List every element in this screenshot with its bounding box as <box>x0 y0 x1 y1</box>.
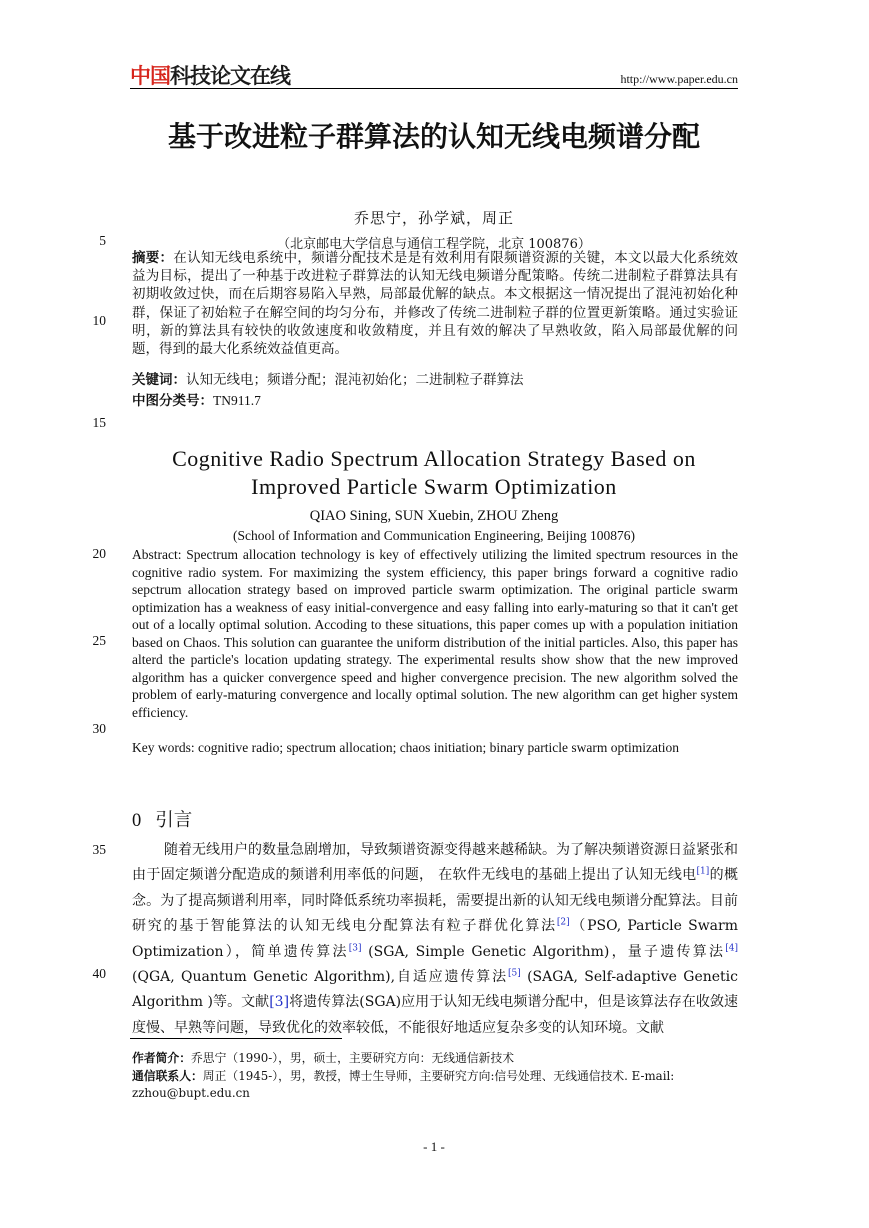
authors-cn: 乔思宁，孙学斌，周正 <box>353 209 514 227</box>
header-url[interactable]: http://www.paper.edu.cn <box>620 72 738 86</box>
keywords-cn <box>132 371 738 389</box>
line-number: 10 <box>92 313 106 328</box>
line-number: 30 <box>92 721 106 736</box>
title-en: Cognitive Radio Spectrum Allocation Strategy Based on Improved Particle Swarm Optimization <box>172 446 696 499</box>
footnote-author <box>132 1050 738 1067</box>
citation-link[interactable]: [3] <box>348 942 362 953</box>
intro-text: 随着无线用户的数量急剧增加，导致频谱资源变得越来越稀缺。为了解决频谱资源日益紧张和由于固定频谱分配造成的频谱利用率低的问题， 在软件无线电的基础上提出了认知无线电 <box>132 842 738 884</box>
authors-en: QIAO Sining, SUN Xuebin, ZHOU Zheng <box>309 508 559 524</box>
abstract-cn-label: 摘要： <box>132 250 174 266</box>
line-number: 20 <box>92 546 106 561</box>
citation-link[interactable]: [3] <box>269 994 290 1011</box>
abstract-en <box>132 546 738 721</box>
classification-cn-text: TN911.7 <box>213 393 261 408</box>
keywords-cn-text: 认知无线电；频谱分配；混沌初始化；二进制粒子群算法 <box>186 372 524 388</box>
footnote-contact <box>132 1068 738 1102</box>
intro-text: 将遗传算法(SGA)应用于认知无线电频谱分配中，但是该算法存在收敛速度慢、早熟等问题，导致优化的效率较低，不能很好地适应复杂多变的认知环境。文献 <box>132 994 739 1036</box>
footnote-contact-text: 周正（1945-），男，教授，博士生导师，主要研究方向:信号处理、无线通信技术. E-mail: zzhou@bupt.edu.cn <box>132 1069 675 1100</box>
intro-text: (SAGA, Self-adaptive Genetic Algorithm )等。文献 <box>132 969 738 1011</box>
abstract-en-label: Abstract: <box>132 547 182 562</box>
header-rule <box>130 88 738 89</box>
classification-cn-label: 中图分类号： <box>132 393 213 409</box>
footnote-author-label: 作者简介： <box>132 1051 191 1065</box>
citation-link[interactable]: [1] <box>696 866 710 877</box>
abstract-cn-text: 在认知无线电系统中，频谱分配技术是是有效利用有限频谱资源的关键，本文以最大化系统效益为目标，提出了一种基于改进粒子群算法的认知无线电频谱分配策略。传统二进制粒子群算法具有初期收敛过快，而在后期容易陷入早熟，局部最优解的缺点。本文根据这一情况提出了混沌初始化种群，保证了初始粒子在解空间的均匀分布，并修改了传统二进制粒子群的位置更新策略。通过实验证明，新的算法具有较快的收敛速度和收敛精度，并且有效的解决了早熟收敛，陷入局部最优解的问题，得到的最大化系统效益值更高。 <box>132 250 739 358</box>
keywords-en-label: Key words: <box>132 740 195 755</box>
keywords-cn-label: 关键词： <box>132 372 186 388</box>
line-number: 35 <box>92 842 106 857</box>
line-number: 40 <box>92 966 106 981</box>
line-number: 25 <box>92 633 106 648</box>
intro-paragraph <box>132 838 738 1041</box>
citation-link[interactable]: [2] <box>556 917 570 928</box>
section-heading <box>132 806 192 832</box>
abstract-en-text: Spectrum allocation technology is key of effectively utilizing the limited spectrum resources in the cognitive radio system. For maximizing the system efficiency, this paper brings forward a cognitive radio sepctrum allocation strategy based on improved particle swarm optimization. The original particle swarm optimization has a weakness of easy initial-convergence and easy falling into early-maturing so that it can't get out of a locally optimal solution. Accoding to these situations, this paper comes up with a population initiation based on Chaos. This solution can guarantee the uniform distribution of the initial particles. Also, this paper has alterd the particle's location updating strategy. The experimental results show show that the new improved algorithm has a quicker convergence speed and higher convergence precision. The new algorithm solved the problem of early-maturing convergence and locally optimal solution. The new algorithm can get higher system efficiency. <box>132 547 738 720</box>
affiliation-cn: （北京邮电大学信息与通信工程学院，北京 100876） <box>277 237 591 252</box>
site-logo <box>130 60 290 90</box>
section-title: 引言 <box>155 810 193 831</box>
line-number: 15 <box>92 415 106 430</box>
intro-text: 的概念。为了提高频谱利用率，同时降低系统功率损耗，需要提出新的认知无线电频谱分配算法。目前研究的基于智能算法的认知无线电分配算法有粒子群优化算法 <box>132 867 739 935</box>
abstract-cn <box>132 249 738 358</box>
intro-text: (SGA, Simple Genetic Algorithm)，量子遗传算法 <box>361 943 726 960</box>
affiliation-en: (School of Information and Communication Engineering, Beijing 100876) <box>233 528 635 543</box>
citation-link[interactable]: [5] <box>508 968 521 979</box>
keywords-en-text: cognitive radio; spectrum allocation; chaos initiation; binary particle swarm optimization <box>198 740 679 755</box>
footnote-author-text: 乔思宁（1990-），男，硕士，主要研究方向：无线通信新技术 <box>191 1051 515 1065</box>
classification-cn <box>132 392 738 410</box>
footnote-contact-label: 通信联系人： <box>132 1069 203 1083</box>
section-number: 0 <box>132 811 142 831</box>
line-number: 5 <box>99 233 106 248</box>
keywords-en <box>132 739 738 757</box>
logo-text-red: 中国 <box>130 64 170 88</box>
intro-text: （PSO, Particle Swarm Optimization），简单遗传算法 <box>132 918 738 960</box>
citation-link[interactable]: [4] <box>725 942 738 953</box>
page-number: - 1 - <box>423 1139 445 1154</box>
intro-text: (QGA, Quantum Genetic Algorithm),自适应遗传算法 <box>132 969 508 986</box>
logo-text-dark: 科技论文在线 <box>170 64 290 88</box>
footnote-rule <box>130 1038 342 1039</box>
title-cn: 基于改进粒子群算法的认知无线电频谱分配 <box>167 120 700 153</box>
